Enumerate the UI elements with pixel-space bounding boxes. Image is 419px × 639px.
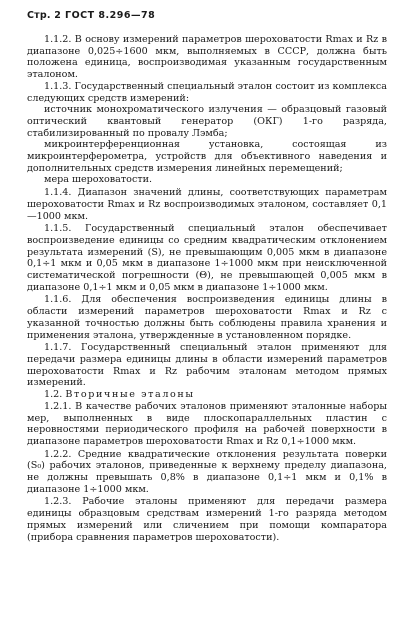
- paragraph-1-2-3: 1.2.3. Рабочие эталоны применяют для передачи размера единицы образцовым средствам измерений 1-го разряда методом прямых измерений или сличением при помощи компаратора (прибора сравнения параметров шероховатости).: [27, 496, 387, 543]
- list-item-light-source: источник монохроматического излучения — образцовый газовый оптический квантовый генератор (ОКГ) 1-го разряда, стабилизированный по провалу Лэмба;: [27, 104, 387, 139]
- page-header: [27, 10, 387, 21]
- paragraph-1-1-6: 1.1.6. Для обеспечения воспроизведения единицы длины в области измерений параметров шероховатости Rmax и Rz с указанной точностью должны быть соблюдены правила хранения и применения эталона, утвержденные в установленном порядке.: [27, 294, 387, 341]
- paragraph-1-2-2: 1.2.2. Средние квадратические отклонения результата поверки (S₀) рабочих эталонов, приведенные к верхнему пределу диапазона, не должны превышать 0,8% в диапазоне 0,1÷1 мкм и 0,1% в диапазоне 1÷1000 мкм.: [27, 448, 387, 495]
- list-item-interference-setup: микроинтерференционная установка, состоящая из микроинтерферометра, устройств для объективного наведения и дополнительных средств измерения линейных перемещений;: [27, 139, 387, 174]
- list-item-roughness-measure: мера шероховатости.: [44, 174, 153, 186]
- page-number-label: Стр. 2: [27, 10, 62, 21]
- paragraph-1-1-4: 1.1.4. Диапазон значений длины, соответствующих параметрам шероховатости Rmax и Rz воспроизводимых эталоном, составляет 0,1—1000 мкм.: [27, 187, 387, 222]
- paragraph-1-1-2: 1.1.2. В основу измерений параметров шероховатости Rmax и Rz в диапазоне 0,025÷1600 мкм, выполняемых в СССР, должна быть положена единица, воспроизводимая указанным государственным эталоном.: [27, 34, 387, 81]
- paragraph-1-1-5: 1.1.5. Государственный специальный эталон обеспечивает воспроизведение единицы со средним квадратическим отклонением результата измерений (S), не превышающим 0,005 мкм в диапазоне 0,1÷1 мкм и 0,05 мкм в диапазоне 1÷1000 мкм при неисключенной систематической погрешности (Θ), не превышающей 0,005 мкм в диапазоне 0,1÷1 мкм и 0,05 мкм в диапазоне 1÷1000 мкм.: [27, 223, 387, 293]
- section-title: Вторичные эталоны: [65, 389, 195, 401]
- standard-designation: ГОСТ 8.296—78: [65, 10, 156, 21]
- document-body: [27, 34, 387, 543]
- paragraph-1-1-3: 1.1.3. Государственный специальный эталон состоит из комплекса следующих средств измерений:: [27, 80, 387, 104]
- paragraph-1-2-1: 1.2.1. В качестве рабочих эталонов применяют эталонные наборы мер, выполненных в виде плоскопараллельных пластин с неровностями периодического профиля на рабочей поверхности в диапазоне параметров шероховатости Rmax и Rz 0,1÷1000 мкм.: [27, 400, 387, 447]
- section-number: 1.2.: [44, 389, 63, 401]
- section-heading: [27, 389, 387, 401]
- paragraph-1-1-7: 1.1.7. Государственный специальный эталон применяют для передачи размера единицы длины в области измерений параметров шероховатости Rmax и Rz рабочим эталонам методом прямых измерений.: [27, 342, 387, 389]
